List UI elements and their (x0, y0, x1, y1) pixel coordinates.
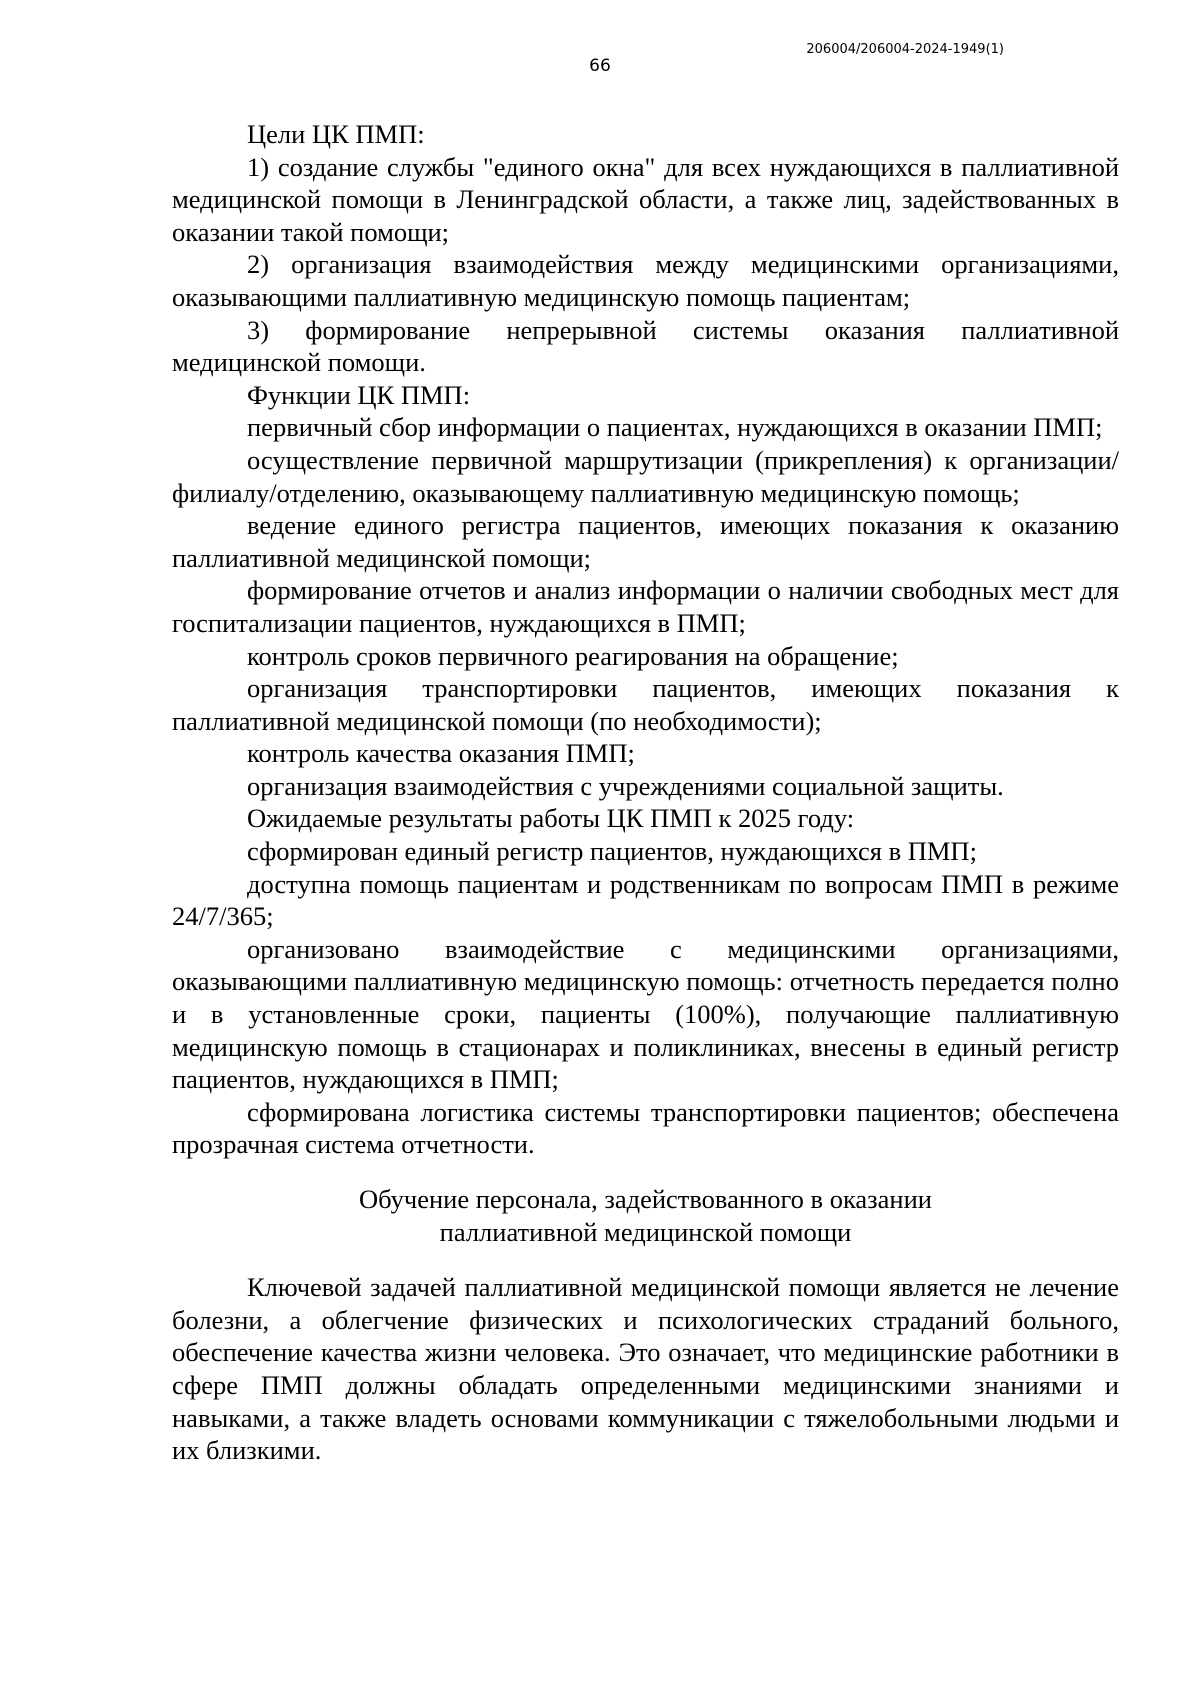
results-title: Ожидаемые результаты работы ЦК ПМП к 2025 году: (247, 803, 855, 834)
document-body (172, 118, 1119, 1467)
function-item-1: первичный сбор информации о пациентах, нуждающихся в оказании ПМП; (247, 412, 1103, 443)
function-item-3: ведение единого регистра пациентов, имеющих показания к оказанию паллиативной медицинской помощи; (172, 510, 1119, 573)
goals-title: Цели ЦК ПМП: (247, 119, 425, 149)
section-heading-line-1: Обучение персонала, задействованного в оказании (359, 1184, 932, 1214)
document-code: 206004/206004-2024-1949(1) (806, 42, 1004, 57)
training-paragraph: Ключевой задачей паллиативной медицинской помощи является не лечение болезни, а облегчение физических и психологических страданий больного, обеспечение качества жизни человека. Это означает, что медицинские работники в сфере ПМП должны обладать определенными медицинскими знаниями и навыками, а также владеть основами коммуникации с тяжелобольными людьми и их близкими. (172, 1272, 1119, 1466)
functions-title: Функции ЦК ПМП: (247, 379, 471, 410)
result-item-4: сформирована логистика системы транспортировки пациентов; обеспечена прозрачная система отчетности. (172, 1096, 1119, 1160)
result-item-1: сформирован единый регистр пациентов, нуждающихся в ПМП; (247, 836, 977, 867)
function-item-5: контроль сроков первичного реагирования на обращение; (247, 640, 899, 671)
section-heading-line-2: паллиативной медицинской помощи (439, 1216, 852, 1247)
goal-item-2: 2) организация взаимодействия между медицинскими организациями, оказывающими паллиативную медицинскую помощь пациентам; (172, 249, 1119, 312)
result-item-3: организовано взаимодействие с медицинскими организациями, оказывающими паллиативную медицинскую помощь: отчетность передается полно и в установленные сроки, пациенты (100%), получающие паллиативную медицинскую помощь в стационарах и поликлиниках, внесены в единый регистр пациентов, нуждающихся в ПМП; (172, 933, 1119, 1095)
result-item-2: доступна помощь пациентам и родственникам по вопросам ПМП в режиме 24/7/365; (172, 868, 1119, 932)
page-number: 66 (589, 56, 611, 76)
goal-item-1: 1) создание службы "единого окна" для всех нуждающихся в паллиативной медицинской помощи в Ленинградской области, а также лиц, задействованных в оказании такой помощи; (172, 151, 1119, 247)
function-item-4: формирование отчетов и анализ информации о наличии свободных мест для госпитализации пациентов, нуждающихся в ПМП; (172, 575, 1119, 638)
function-item-8: организация взаимодействия с учреждениями социальной защиты. (247, 770, 1004, 801)
function-item-6: организация транспортировки пациентов, имеющих показания к паллиативной медицинской помощи (по необходимости); (172, 673, 1119, 736)
goal-item-3: 3) формирование непрерывной системы оказания паллиативной медицинской помощи. (172, 314, 1119, 378)
function-item-7: контроль качества оказания ПМП; (247, 738, 635, 769)
function-item-2: осуществление первичной маршрутизации (прикрепления) к организации/филиалу/отделению, оказывающему паллиативную медицинскую помощь; (172, 444, 1119, 508)
